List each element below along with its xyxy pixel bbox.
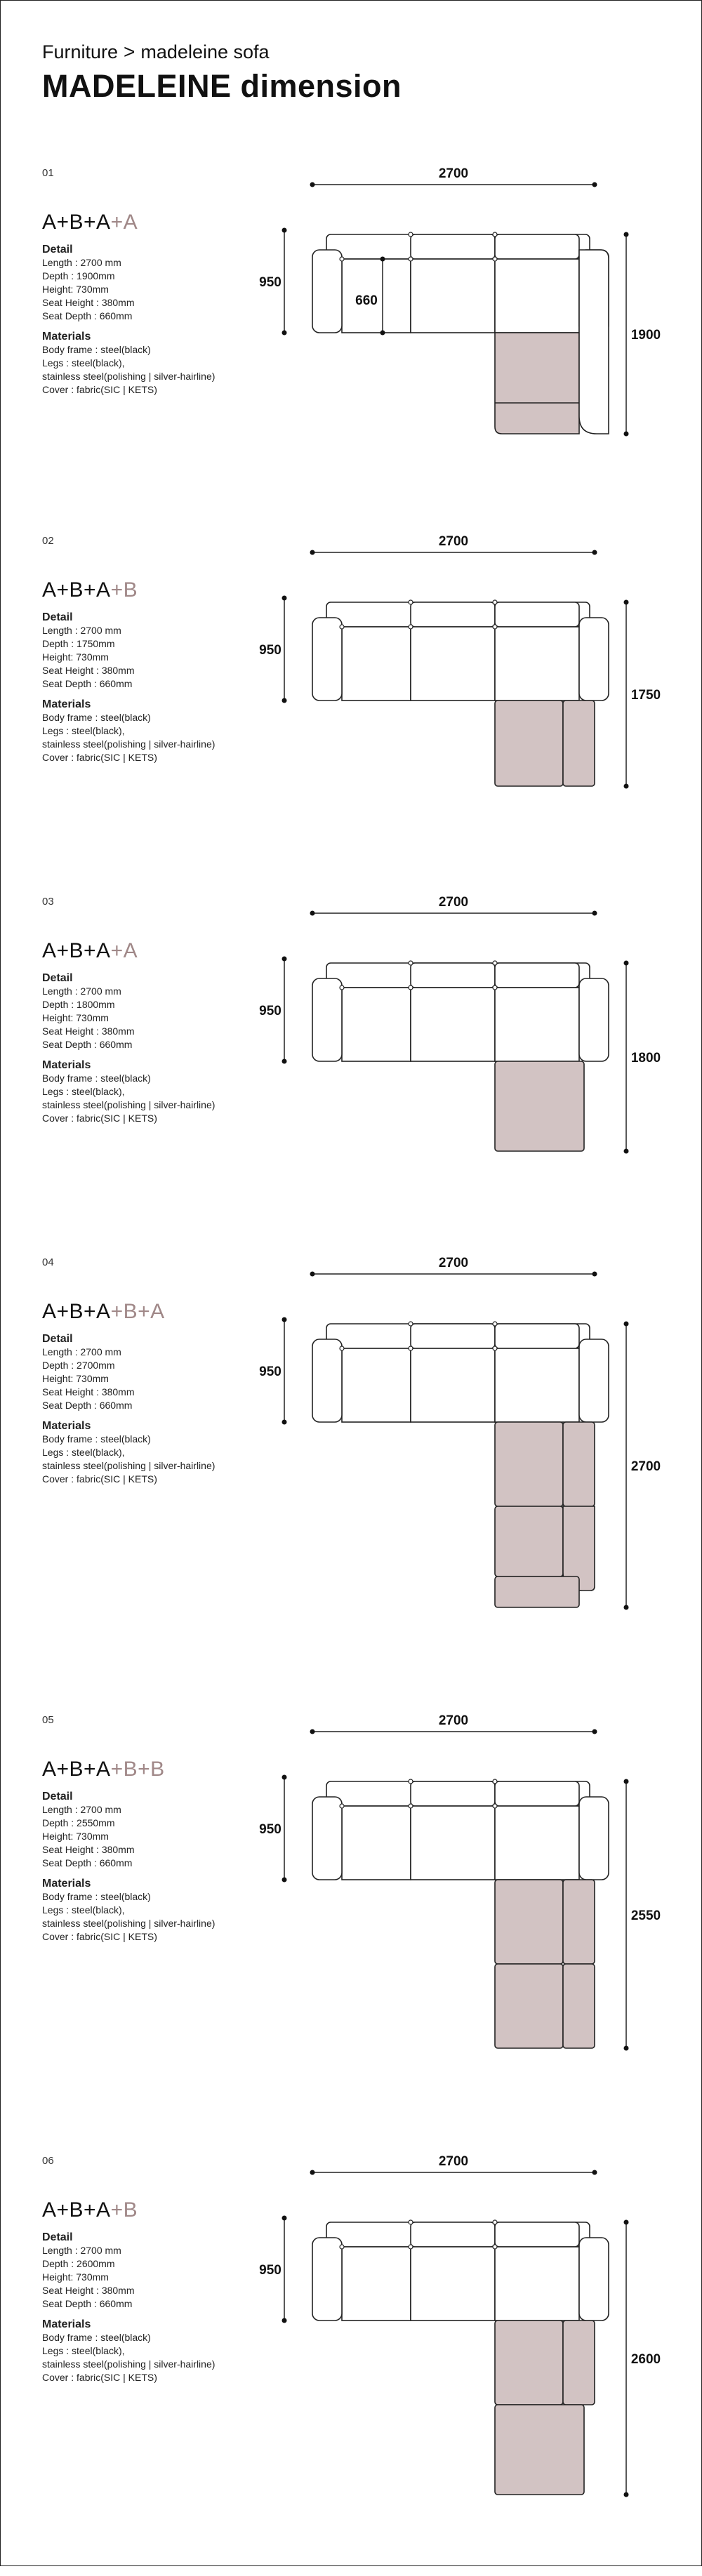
material-cover: Cover : fabric(SIC | KETS) [42, 384, 157, 395]
model-name [42, 939, 138, 963]
dimension-end-dot [592, 1272, 597, 1277]
breadcrumb [42, 41, 270, 63]
joint-dot [409, 1346, 413, 1350]
material-legs-detail: stainless steel(polishing | silver-hairline) [42, 2358, 216, 2370]
dimension-label: 2700 [438, 166, 469, 181]
spec-block [42, 611, 215, 764]
module-b2-seat [495, 1964, 563, 2048]
material-legs-detail: stainless steel(polishing | silver-hairline) [42, 1460, 216, 1471]
section-06 [0, 2155, 702, 2576]
dimension-end-dot [624, 2220, 629, 2225]
material-body: Body frame : steel(black) [42, 2332, 151, 2343]
material-legs-detail: stainless steel(polishing | silver-hairline) [42, 371, 216, 382]
joint-dot [409, 232, 413, 237]
joint-dot [409, 625, 413, 629]
spec-height: Height: 730mm [42, 2271, 109, 2283]
spec-depth: Depth : 2550mm [42, 1817, 115, 1828]
dimension-end-dot [592, 1729, 597, 1734]
dimension-end-dot [624, 432, 629, 437]
spec-length: Length : 2700 mm [42, 257, 121, 268]
model-name [42, 578, 138, 602]
seat-a-left [342, 627, 411, 701]
joint-dot [340, 2245, 344, 2249]
spec-seat-height: Seat Height : 380mm [42, 2285, 135, 2296]
material-cover: Cover : fabric(SIC | KETS) [42, 1931, 157, 1942]
seat-a-right [495, 2247, 579, 2321]
dimension-end-dot [380, 257, 385, 262]
dimension-end-dot [592, 911, 597, 916]
seat-a-left [342, 1806, 411, 1880]
dimension-end-dot [624, 232, 629, 237]
dimension-end-dot [624, 1779, 629, 1784]
dimension-label: 1900 [630, 328, 661, 343]
dimension-end-dot [310, 2170, 315, 2175]
spec-seat-height: Seat Height : 380mm [42, 1844, 135, 1855]
breadcrumb-page: madeleine sofa [140, 41, 270, 62]
section-number: 03 [42, 896, 54, 908]
material-body: Body frame : steel(black) [42, 1433, 151, 1445]
spec-length: Length : 2700 mm [42, 1804, 121, 1815]
dimension-end-dot [592, 182, 597, 187]
chaise-arm [579, 250, 609, 434]
module-b-seat [495, 2321, 563, 2405]
dimension-end-dot [624, 961, 629, 966]
joint-dot [493, 1346, 497, 1350]
dimension-end-dot [282, 1775, 287, 1780]
dimension-end-dot [282, 1878, 287, 1883]
model-base: A+B+A [42, 578, 111, 602]
seat-a-left [342, 2247, 411, 2321]
back-cushion-middle [411, 602, 495, 627]
module-b1-seat [495, 1880, 563, 1964]
material-legs-detail: stainless steel(polishing | silver-hairline) [42, 1918, 216, 1929]
model-name [42, 2198, 138, 2222]
sofa-diagram [253, 166, 661, 476]
spec-seat-height: Seat Height : 380mm [42, 1025, 135, 1037]
spec-height: Height: 730mm [42, 1373, 109, 1384]
material-legs: Legs : steel(black), [42, 1904, 125, 1916]
sofa-diagram [253, 2154, 661, 2464]
model-accent: +A [110, 939, 138, 962]
spec-seat-depth: Seat Depth : 660mm [42, 2298, 133, 2309]
sofa-diagram [253, 1713, 661, 2023]
joint-dot [493, 1804, 497, 1808]
section-04 [0, 1256, 702, 1678]
right-arm [579, 978, 609, 1061]
dimension-end-dot [282, 2318, 287, 2323]
dimension-label: 660 [355, 293, 378, 308]
model-accent: +B+B [110, 1758, 165, 1781]
dimension-end-dot [282, 957, 287, 962]
left-arm [312, 978, 342, 1061]
dimension-label: 950 [259, 1822, 282, 1837]
spec-depth: Depth : 2700mm [42, 1360, 115, 1371]
joint-dot [409, 1779, 413, 1784]
detail-title: Detail [42, 2231, 73, 2243]
module-a-end [495, 1576, 579, 1607]
dimension-label: 1800 [630, 1051, 661, 1065]
dimension-label: 2700 [438, 1713, 469, 1728]
model-name [42, 211, 138, 234]
chaise-module [495, 1061, 584, 1151]
spec-seat-height: Seat Height : 380mm [42, 665, 135, 676]
model-accent: +B [110, 2198, 138, 2222]
material-legs-detail: stainless steel(polishing | silver-hairline) [42, 1099, 216, 1110]
model-base: A+B+A [42, 1758, 111, 1781]
joint-dot [340, 1346, 344, 1350]
back-cushion-right [495, 963, 579, 988]
dimension-label: 2700 [630, 1459, 661, 1474]
materials-title: Materials [42, 1059, 91, 1071]
spec-length: Length : 2700 mm [42, 1346, 121, 1357]
model-base: A+B+A [42, 939, 111, 962]
module-b-seat [495, 1422, 563, 1506]
spec-depth: Depth : 1800mm [42, 999, 115, 1010]
sofa-diagram [253, 1256, 661, 1565]
spec-block [42, 243, 215, 397]
dimension-end-dot [592, 2170, 597, 2175]
dimension-label: 2600 [630, 2352, 661, 2367]
joint-dot [493, 2245, 497, 2249]
right-arm [579, 1339, 609, 1422]
material-legs: Legs : steel(black), [42, 357, 125, 369]
model-accent: +B [110, 578, 138, 602]
dimension-end-dot [624, 600, 629, 605]
back-cushion-middle [411, 1781, 495, 1806]
material-legs: Legs : steel(black), [42, 1447, 125, 1458]
materials-title: Materials [42, 2318, 91, 2330]
joint-dot [340, 1804, 344, 1808]
section-number: 06 [42, 2155, 54, 2167]
joint-dot [493, 1779, 497, 1784]
back-cushion-right [495, 1781, 579, 1806]
material-body: Body frame : steel(black) [42, 1891, 151, 1902]
spec-depth: Depth : 2600mm [42, 2258, 115, 2269]
material-cover: Cover : fabric(SIC | KETS) [42, 2372, 157, 2383]
module-a-seat [495, 1506, 563, 1576]
dimension-label: 2700 [438, 895, 469, 910]
dimension-label: 950 [259, 275, 282, 290]
back-cushion-right [495, 1324, 579, 1348]
joint-dot [409, 1322, 413, 1326]
dimension-end-dot [624, 2046, 629, 2051]
dimension-end-dot [592, 550, 597, 555]
module-b2-arm [563, 1964, 595, 2048]
dimension-end-dot [380, 331, 385, 336]
dimension-label: 950 [259, 2263, 282, 2278]
dimension-end-dot [282, 228, 287, 233]
dimension-label: 1750 [630, 688, 661, 703]
joint-dot [409, 1804, 413, 1808]
section-05 [0, 1714, 702, 2135]
module-b-arm [563, 1422, 595, 1506]
spec-seat-height: Seat Height : 380mm [42, 297, 135, 308]
material-legs: Legs : steel(black), [42, 725, 125, 736]
material-body: Body frame : steel(black) [42, 344, 151, 355]
dimension-label: 2550 [630, 1908, 661, 1923]
materials-title: Materials [42, 698, 91, 710]
dimension-label: 2700 [438, 1256, 469, 1270]
seat-a-right [495, 1348, 579, 1422]
joint-dot [409, 961, 413, 965]
spec-seat-depth: Seat Depth : 660mm [42, 678, 133, 689]
seat-b-middle [411, 1348, 495, 1422]
spec-length: Length : 2700 mm [42, 2245, 121, 2256]
spec-seat-height: Seat Height : 380mm [42, 1386, 135, 1397]
dimension-end-dot [310, 1272, 315, 1277]
spec-block [42, 2231, 215, 2384]
right-arm [579, 1797, 609, 1880]
detail-title: Detail [42, 1333, 73, 1345]
back-cushion-right [495, 2222, 579, 2247]
section-number: 02 [42, 535, 54, 547]
dimension-end-dot [282, 1059, 287, 1064]
spec-seat-depth: Seat Depth : 660mm [42, 1400, 133, 1411]
spec-depth: Depth : 1750mm [42, 638, 115, 649]
joint-dot [493, 625, 497, 629]
detail-title: Detail [42, 972, 73, 984]
material-cover: Cover : fabric(SIC | KETS) [42, 1113, 157, 1124]
dimension-end-dot [282, 698, 287, 703]
material-body: Body frame : steel(black) [42, 1073, 151, 1084]
seat-a-right [495, 627, 579, 701]
seat-a-right [495, 259, 579, 333]
spec-seat-depth: Seat Depth : 660mm [42, 1039, 133, 1050]
module-b-arm [563, 2321, 595, 2405]
detail-title: Detail [42, 1791, 73, 1802]
dimension-label: 950 [259, 643, 282, 658]
spec-seat-depth: Seat Depth : 660mm [42, 310, 133, 321]
material-legs-detail: stainless steel(polishing | silver-hairline) [42, 738, 216, 750]
joint-dot [493, 600, 497, 604]
seat-b-middle [411, 2247, 495, 2321]
joint-dot [340, 257, 344, 261]
joint-dot [409, 600, 413, 604]
back-cushion-middle [411, 1324, 495, 1348]
material-legs: Legs : steel(black), [42, 1086, 125, 1097]
detail-title: Detail [42, 611, 73, 623]
spec-length: Length : 2700 mm [42, 985, 121, 997]
left-arm [312, 1339, 342, 1422]
seat-a-left [342, 988, 411, 1061]
left-arm [312, 1797, 342, 1880]
back-cushion-middle [411, 2222, 495, 2247]
joint-dot [493, 232, 497, 237]
page-title: MADELEINE dimension [42, 68, 402, 104]
right-arm [579, 618, 609, 701]
dimension-end-dot [624, 1322, 629, 1327]
joint-dot [493, 1322, 497, 1326]
dimension-end-dot [310, 1729, 315, 1734]
joint-dot [409, 257, 413, 261]
model-name [42, 1758, 165, 1781]
spec-length: Length : 2700 mm [42, 625, 121, 636]
seat-a-right [495, 988, 579, 1061]
dimension-label: 2700 [438, 2154, 469, 2169]
back-cushion-right [495, 602, 579, 627]
spec-height: Height: 730mm [42, 1012, 109, 1023]
section-02 [0, 535, 702, 956]
spec-seat-depth: Seat Depth : 660mm [42, 1857, 133, 1868]
model-accent: +B+A [110, 1300, 165, 1323]
model-accent: +A [110, 211, 138, 234]
joint-dot [493, 961, 497, 965]
material-body: Body frame : steel(black) [42, 712, 151, 723]
dimension-end-dot [310, 550, 315, 555]
dimension-end-dot [282, 1317, 287, 1322]
joint-dot [493, 2220, 497, 2224]
seat-b-middle [411, 1806, 495, 1880]
left-arm [312, 618, 342, 701]
joint-dot [409, 2220, 413, 2224]
joint-dot [409, 985, 413, 990]
dimension-label: 950 [259, 1365, 282, 1379]
dimension-label: 950 [259, 1004, 282, 1018]
material-cover: Cover : fabric(SIC | KETS) [42, 1473, 157, 1485]
joint-dot [493, 985, 497, 990]
seat-a-right [495, 1806, 579, 1880]
dimension-end-dot [282, 1420, 287, 1425]
sofa-diagram [253, 534, 661, 844]
model-base: A+B+A [42, 1300, 111, 1323]
left-arm [312, 2238, 342, 2321]
section-number: 04 [42, 1256, 54, 1268]
spec-depth: Depth : 1900mm [42, 270, 115, 281]
dimension-end-dot [310, 911, 315, 916]
section-number: 05 [42, 1714, 54, 1726]
spec-block [42, 1790, 215, 1944]
back-cushion-right [495, 234, 579, 259]
dimension-end-dot [624, 784, 629, 789]
module-ottoman [495, 2405, 584, 2495]
seat-a-left [342, 1348, 411, 1422]
detail-title: Detail [42, 244, 73, 255]
dimension-end-dot [624, 1605, 629, 1610]
joint-dot [493, 257, 497, 261]
section-number: 01 [42, 167, 54, 179]
sofa-diagram [253, 895, 661, 1204]
materials-title: Materials [42, 1420, 91, 1432]
chaise-module [495, 333, 579, 434]
joint-dot [340, 625, 344, 629]
dimension-end-dot [624, 2492, 629, 2497]
dimension-end-dot [624, 1149, 629, 1154]
materials-title: Materials [42, 1878, 91, 1890]
dimension-end-dot [282, 331, 287, 336]
dimension-label: 2700 [438, 534, 469, 549]
seat-b-middle [411, 627, 495, 701]
chaise-arm [563, 701, 595, 786]
joint-dot [409, 2245, 413, 2249]
spec-block [42, 1332, 215, 1486]
left-arm [312, 250, 342, 333]
model-name [42, 1300, 165, 1324]
spec-height: Height: 730mm [42, 1831, 109, 1842]
dimension-end-dot [282, 596, 287, 601]
material-cover: Cover : fabric(SIC | KETS) [42, 752, 157, 763]
seat-b-middle [411, 259, 495, 333]
spec-height: Height: 730mm [42, 284, 109, 295]
section-01 [0, 167, 702, 588]
materials-title: Materials [42, 331, 91, 343]
spec-block [42, 971, 215, 1125]
chaise-seat [495, 701, 563, 786]
back-cushion-middle [411, 963, 495, 988]
module-b1-arm [563, 1880, 595, 1964]
dimension-end-dot [282, 2216, 287, 2221]
model-base: A+B+A [42, 2198, 111, 2222]
dimension-end-dot [310, 182, 315, 187]
joint-dot [340, 985, 344, 990]
section-03 [0, 896, 702, 1317]
right-arm [579, 2238, 609, 2321]
spec-height: Height: 730mm [42, 651, 109, 663]
breadcrumb-category[interactable]: Furniture [42, 41, 119, 62]
seat-b-middle [411, 988, 495, 1061]
breadcrumb-separator: > [124, 41, 135, 62]
material-legs: Legs : steel(black), [42, 2345, 125, 2356]
model-base: A+B+A [42, 211, 111, 234]
back-cushion-middle [411, 234, 495, 259]
